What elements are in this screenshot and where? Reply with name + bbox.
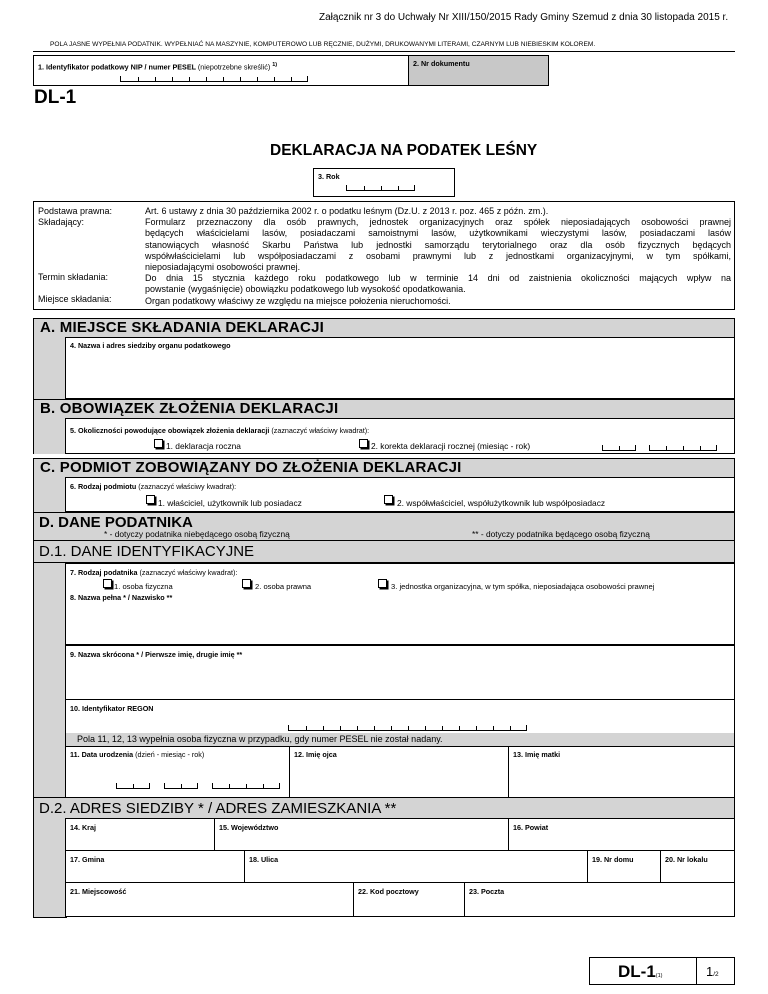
section-d1-title: D.1. DANE IDENTYFIKACYJNE — [39, 543, 255, 560]
field-street[interactable] — [244, 850, 588, 883]
field11-note: (dzień - miesiąc - rok) — [135, 750, 205, 759]
field20-label: 20. Nr lokalu — [665, 855, 708, 864]
field19-label: 19. Nr domu — [592, 855, 634, 864]
field-voivodeship[interactable] — [214, 818, 509, 851]
form-title: DEKLARACJA NA PODATEK LEŚNY — [270, 142, 538, 159]
section-c-header: C. PODMIOT ZOBOWIĄZANY DO ZŁOŻENIA DEKLARACJI — [33, 458, 735, 478]
regon-digit-boxes — [288, 725, 527, 731]
field14-label: 14. Kraj — [70, 823, 96, 832]
field5-note: (zaznaczyć właściwy kwadrat): — [271, 426, 370, 435]
deadline-text-1: Do dnia 15 stycznia każdego roku podatkowego lub w terminie 14 dni od zaistnienia okoliczności mających wpływ na — [145, 273, 731, 284]
section-d-header — [33, 512, 735, 541]
field6-note: (zaznaczyć właściwy kwadrat): — [138, 482, 237, 491]
field-apartment-number[interactable] — [660, 850, 735, 883]
section-d2-title: D.2. ADRES SIEDZIBY * / ADRES ZAMIESZKANIA ** — [39, 800, 397, 817]
field-father-name[interactable] — [289, 746, 509, 801]
field23-label: 23. Poczta — [469, 887, 505, 896]
filer-label: Składający: — [38, 217, 85, 227]
annex-note: Załącznik nr 3 do Uchwały Nr XIII/150/2015 Rady Gminy Szemud z dnia 30 listopada 2015 r. — [319, 12, 729, 23]
field-nip-pesel[interactable] — [33, 55, 409, 86]
field-post-office[interactable] — [464, 882, 735, 917]
section-d-note-natural: ** - dotyczy podatnika będącego osobą fizyczną — [472, 529, 650, 539]
field16-label: 16. Powiat — [513, 823, 549, 832]
field-declaration-reason — [65, 418, 735, 454]
field-year[interactable] — [313, 168, 455, 197]
option-natural-person: 1. osoba fizyczna — [114, 582, 173, 591]
info-block — [33, 201, 735, 310]
field10-label: 10. Identyfikator REGON — [70, 704, 154, 713]
option-annual-declaration: 1. deklaracja roczna — [166, 441, 241, 451]
field-county[interactable] — [508, 818, 735, 851]
field11-label: 11. Data urodzenia — [70, 750, 134, 759]
place-label: Miejsce składania: — [38, 294, 112, 304]
field-house-number[interactable] — [587, 850, 661, 883]
deadline-label: Termin składania: — [38, 272, 109, 282]
field13-label: 13. Imię matki — [513, 750, 561, 759]
section-d2-margin — [33, 818, 67, 918]
section-a-header: A. MIEJSCE SKŁADANIA DEKLARACJI — [33, 318, 735, 338]
fill-instruction: POLA JASNE WYPEŁNIA PODATNIK. WYPEŁNIAĆ NA MASZYNIE, KOMPUTEROWO LUB RĘCZNIE, DUŻYMI, DRUKOWANYMI LITERAMI, CZARNYM LUB NIEBIESKIM KOLOREM. — [50, 41, 596, 48]
field-full-name[interactable] — [65, 593, 735, 645]
field6-label: 6. Rodzaj podmiotu — [70, 482, 137, 491]
field3-label: 3. Rok — [318, 172, 340, 181]
field2-label: 2. Nr dokumentu — [413, 59, 470, 68]
section-c-margin — [33, 477, 67, 512]
field1-note: (niepotrzebne skreślić) — [197, 62, 271, 72]
checkbox-organizational-unit[interactable] — [378, 579, 387, 588]
field5-label: 5. Okoliczności powodujące obowiązek złożenia deklaracji — [70, 426, 270, 435]
legal-basis-text: Art. 6 ustawy z dnia 30 października 2002 r. o podatku leśnym (Dz.U. z 2013 r. poz. 465 z późn. zm.). — [145, 206, 549, 216]
footer-code: DL-1 — [618, 962, 656, 981]
field21-label: 21. Miejscowość — [70, 887, 127, 896]
field15-label: 15. Województwo — [219, 823, 279, 832]
pesel-note-bar — [65, 733, 735, 747]
section-a-margin — [33, 337, 67, 399]
filer-text-1: Formularz przeznaczony dla osób prawnych, jednostek organizacyjnych oraz spółek nieposiadających osobowości prawnej — [145, 217, 731, 228]
field1-footnote-ref: 1) — [272, 62, 278, 68]
section-d1-header — [33, 541, 735, 563]
field-commune[interactable] — [65, 850, 245, 883]
field-birth-date[interactable] — [65, 746, 290, 801]
pesel-note: Pola 11, 12, 13 wypełnia osoba fizyczna w przypadku, gdy numer PESEL nie został nadany. — [77, 734, 443, 744]
option-owner: 1. właściciel, użytkownik lub posiadacz — [158, 498, 302, 508]
field9-label: 9. Nazwa skrócona * / Pierwsze imię, drugie imię ** — [70, 650, 243, 659]
field-country[interactable] — [65, 818, 215, 851]
filer-text-3: stanowiących własność Skarbu Państwa lub jednostki samorządu terytorialnego oraz dla osób fizycznych będących — [145, 239, 731, 250]
field18-label: 18. Ulica — [249, 855, 279, 864]
field7-label: 7. Rodzaj podatnika — [70, 568, 138, 577]
nip-digit-boxes — [120, 76, 308, 82]
form-code: DL-1 — [34, 87, 77, 108]
year-digit-boxes — [346, 185, 415, 191]
field8-label: 8. Nazwa pełna * / Nazwisko ** — [70, 593, 173, 602]
field-document-number — [408, 55, 549, 86]
top-rule — [33, 51, 735, 52]
birth-day-boxes — [116, 783, 150, 789]
option-correction: 2. korekta deklaracji rocznej (miesiąc - rok) — [371, 441, 531, 451]
checkbox-legal-person[interactable] — [242, 579, 251, 588]
place-text: Organ podatkowy właściwy ze względu na miejsce położenia nieruchomości. — [145, 295, 451, 306]
footer-page: 1 — [706, 964, 714, 979]
field-regon[interactable] — [65, 699, 735, 734]
field-taxpayer-type — [65, 563, 735, 593]
birth-month-boxes — [164, 783, 198, 789]
field12-label: 12. Imię ojca — [294, 750, 337, 759]
filer-text-5: nieposiadającymi osobowości prawnej. — [145, 262, 301, 273]
field1-label: 1. Identyfikator podatkowy NIP / numer PESEL — [38, 62, 196, 72]
birth-year-boxes — [212, 783, 280, 789]
checkbox-co-owner[interactable] — [384, 495, 393, 504]
field4-label: 4. Nazwa i adres siedziby organu podatkowego — [70, 341, 231, 350]
field17-label: 17. Gmina — [70, 855, 105, 864]
correction-year-boxes[interactable] — [649, 445, 717, 451]
field-mother-name[interactable] — [508, 746, 735, 801]
footer-page-total: /2 — [713, 971, 719, 978]
correction-month-boxes[interactable] — [602, 445, 636, 451]
field-short-name[interactable] — [65, 645, 735, 700]
field-locality[interactable] — [65, 882, 354, 917]
section-b-margin — [33, 418, 67, 454]
section-d-note-legal: * - dotyczy podatnika niebędącego osobą fizyczną — [104, 529, 290, 539]
footer-page-number — [696, 957, 735, 985]
section-d1-margin — [33, 563, 67, 801]
field22-label: 22. Kod pocztowy — [358, 887, 419, 896]
filer-text-2: będących właścicielami lasów, posiadaczami samoistnymi lasów, użytkownikami wieczystymi lasów, posiadaczami lasów — [145, 228, 731, 239]
field-entity-type — [65, 477, 735, 512]
field-tax-office[interactable] — [65, 337, 735, 399]
section-d-title: D. DANE PODATNIKA — [39, 514, 193, 531]
checkbox-owner[interactable] — [146, 495, 155, 504]
legal-basis-label: Podstawa prawna: — [38, 206, 113, 216]
footer-form-code — [589, 957, 697, 985]
deadline-text-2: powstanie (wygaśnięcie) obowiązku podatkowego lub wysokość opodatkowania. — [145, 284, 466, 295]
section-b-header: B. OBOWIĄZEK ZŁOŻENIA DEKLARACJI — [33, 399, 735, 419]
field7-note: (zaznaczyć właściwy kwadrat): — [139, 568, 238, 577]
section-d2-header — [33, 797, 735, 819]
filer-text-4: współwłaścicielami lub współposiadaczami z osobami prawnymi lub z jednostkami organizacyjnymi, w tym spółkami, — [145, 250, 731, 261]
option-co-owner: 2. współwłaściciel, współużytkownik lub współposiadacz — [397, 498, 606, 508]
checkbox-natural-person[interactable] — [103, 579, 112, 588]
field-postal-code[interactable] — [353, 882, 465, 917]
checkbox-correction[interactable] — [359, 439, 368, 448]
checkbox-annual-declaration[interactable] — [154, 439, 163, 448]
footer-code-sub: (1) — [655, 973, 663, 979]
option-organizational-unit: 3. jednostka organizacyjna, w tym spółka, nieposiadająca osobowości prawnej — [391, 582, 655, 591]
option-legal-person: 2. osoba prawna — [255, 582, 312, 591]
